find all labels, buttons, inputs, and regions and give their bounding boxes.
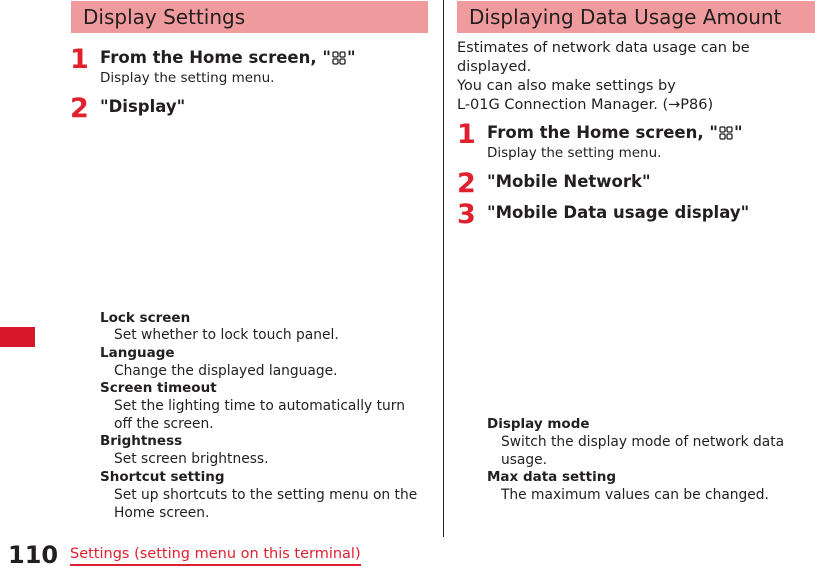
- option-term: Max data setting: [487, 469, 616, 485]
- page-number: 110: [8, 541, 59, 569]
- section-footer-link[interactable]: Settings (setting menu on this terminal): [70, 545, 361, 566]
- option-term: Display mode: [487, 416, 590, 432]
- intro-line: Estimates of network data usage can be: [457, 40, 750, 56]
- option-desc: Change the displayed language.: [114, 363, 338, 379]
- option-desc: Switch the display mode of network data usage.: [501, 434, 785, 468]
- intro-line: L-01G Connection Manager. (→P86): [457, 97, 714, 113]
- option-desc: Set up shortcuts to the setting menu on the Home screen.: [114, 487, 418, 521]
- step-1-title: From the Home screen, " ": [487, 123, 743, 142]
- step-number-1: 1: [457, 119, 476, 150]
- step-number-3: 3: [457, 199, 476, 230]
- option-desc: Set screen brightness.: [114, 451, 269, 467]
- option-term: Language: [100, 345, 175, 361]
- option-desc: The maximum values can be changed.: [501, 487, 769, 503]
- section-title: Display Settings: [83, 5, 246, 29]
- step-1-subtext: Display the setting menu.: [100, 70, 275, 86]
- option-term: Brightness: [100, 433, 183, 449]
- step-2-title: "Mobile Network": [487, 172, 651, 191]
- option-term: Lock screen: [100, 310, 191, 326]
- section-banner-data-usage: [457, 1, 815, 33]
- apps-grid-icon: [719, 126, 733, 140]
- step-1-subtext: Display the setting menu.: [487, 145, 662, 161]
- step-number-2: 2: [70, 93, 89, 124]
- step-number-2: 2: [457, 168, 476, 199]
- step-number-1: 1: [70, 44, 89, 75]
- section-title: Displaying Data Usage Amount: [469, 5, 782, 29]
- apps-grid-icon: [332, 51, 346, 65]
- option-desc: Set the lighting time to automatically turn off the screen.: [114, 398, 405, 432]
- option-term: Shortcut setting: [100, 469, 225, 485]
- intro-line: You can also make settings by: [457, 78, 676, 94]
- intro-paragraph: [457, 39, 750, 115]
- option-desc: Set whether to lock touch panel.: [114, 327, 339, 343]
- step-3-title: "Mobile Data usage display": [487, 203, 750, 222]
- option-term: Screen timeout: [100, 380, 217, 396]
- step-2-title: "Display": [100, 97, 186, 116]
- step-1-title: From the Home screen, " ": [100, 48, 356, 67]
- column-divider: [443, 0, 444, 537]
- intro-line: displayed.: [457, 59, 532, 75]
- section-banner-display-settings: [71, 1, 428, 33]
- chapter-tab: [0, 327, 35, 347]
